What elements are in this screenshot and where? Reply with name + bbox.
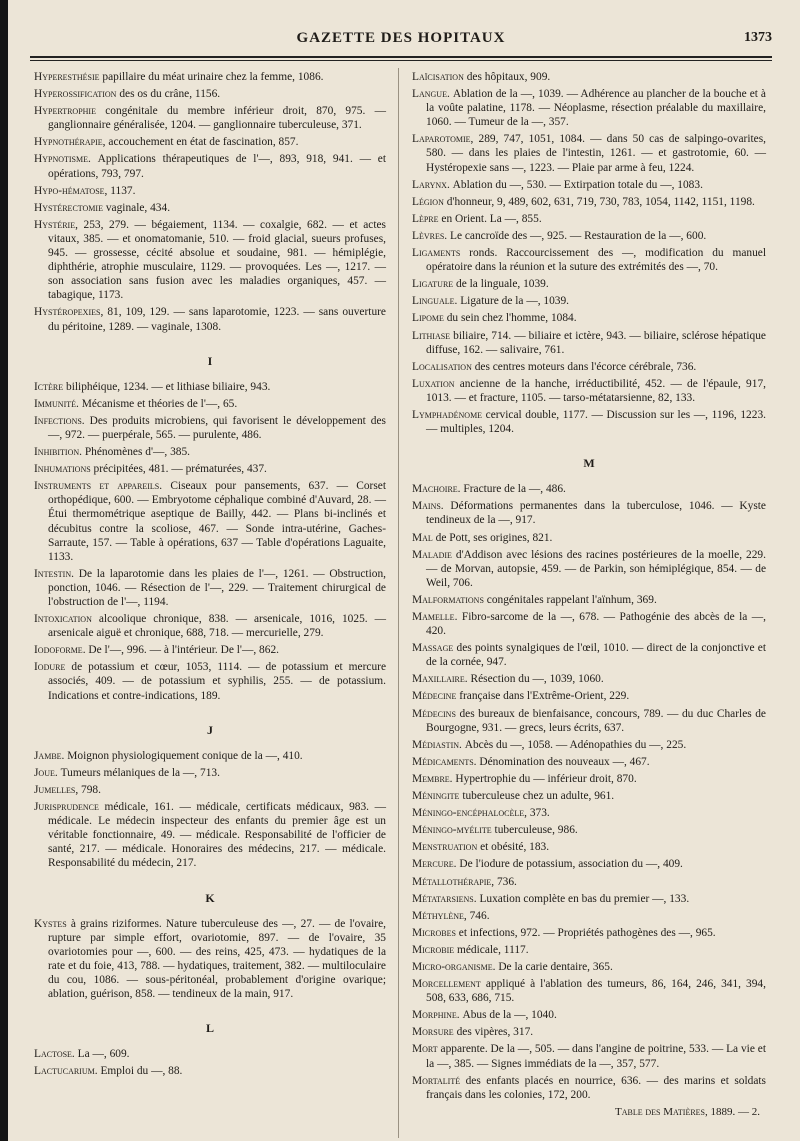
index-entry — [34, 414, 386, 442]
entry-keyword: Microbes — [412, 926, 456, 939]
entry-text: Emploi du —, 88. — [100, 1065, 183, 1078]
entry-text: d'Addison avec lésions des racines postérieures de la moelle, 229. — de Morvan, autopsie, 459. — de Parkin, son hémiplégique, 854. — de Weil, 706. — [426, 548, 766, 589]
entry-keyword: Ligature — [412, 278, 454, 291]
entry-text: Le cancroïde des —, 925. — Restauration de la —, 600. — [450, 229, 707, 242]
index-entry — [34, 184, 386, 198]
entry-keyword: Infections. — [34, 414, 85, 427]
index-entry — [412, 195, 766, 209]
entry-text: congénitale du membre inférieur droit, 870, 975. — ganglionnaire généralisée, 1204. — ganglionnaire tuberculeuse, 371. — [48, 105, 386, 132]
entry-text: 81, 109, 129. — sans laparotomie, 1223. — sans ouverture du péritoine, 1289. — vaginale, 1308. — [48, 306, 386, 333]
index-entry — [412, 294, 766, 308]
index-entry — [34, 462, 386, 476]
index-entry — [412, 672, 766, 686]
entry-keyword: Kystes — [34, 917, 67, 930]
entry-text: des vipères, 317. — [456, 1026, 534, 1039]
entry-text: Ligature de la —, 1039. — [460, 295, 570, 308]
entry-keyword: Iodure — [34, 661, 66, 674]
entry-keyword: Méningite — [412, 790, 460, 803]
entry-text: vaginale, 434. — [105, 201, 171, 214]
entry-text: de potassium et cœur, 1053, 1114. — de potassium et mercure associés, 409. — de potassium et syphilis, 255. — de potassium. Indications et contre-indications, 189. — [48, 661, 386, 702]
page-header — [30, 30, 772, 50]
entry-text: et infections, 972. — Propriétés pathogènes des —, 965. — [458, 926, 716, 939]
entry-text: ronds. Raccourcissement des —, modification du manuel opératoire dans la réunion et la suture des extrémités des —, 70. — [426, 247, 766, 274]
entry-text: de la linguale, 1039. — [456, 278, 549, 291]
header-rule — [30, 56, 772, 58]
index-entry — [34, 70, 386, 84]
index-entry — [412, 789, 766, 803]
index-entry — [34, 749, 386, 763]
entry-text: Applications thérapeutiques de l'—, 893, 918, 941. — et opérations, 793, 797. — [48, 153, 386, 180]
index-entry — [412, 857, 766, 871]
entry-text: Fracture de la —, 486. — [463, 483, 566, 496]
entry-keyword: Ligaments — [412, 247, 461, 260]
index-entry — [412, 311, 766, 325]
entry-text: apparente. De la —, 505. — dans l'angine de poitrine, 533. — La vie et la —, 385. — Signes immédiats de la —, 357, 577. — [426, 1043, 766, 1070]
index-entry — [34, 766, 386, 780]
entry-keyword: Maladie — [412, 548, 452, 561]
index-entry — [34, 87, 386, 101]
column-divider — [398, 68, 399, 1138]
entry-keyword: Immunité. — [34, 397, 79, 410]
entry-text: De l'iodure de potassium, association du —, 409. — [459, 858, 683, 871]
entry-keyword: Lactose. — [34, 1048, 75, 1061]
index-entry — [412, 277, 766, 291]
entry-text: Dénomination des nouveaux —, 467. — [479, 755, 650, 768]
entry-text: médicale, 161. — médicale, certificats médicaux, 983. — médicale. Le médecin inspecteur des enfants du premier âge est un véritable fonctionnaire, 49. — médicale. Responsabilité de l'officier de santé, 217. — médicale. Honoraires des médecins, 217. — médicale. Responsabilité du médecin, 217. — [48, 801, 386, 870]
entry-keyword: Métallothérapie, — [412, 875, 495, 888]
index-entry — [412, 408, 766, 436]
entry-keyword: Mortalité — [412, 1074, 461, 1087]
entry-keyword: Localisation — [412, 360, 472, 373]
entry-keyword: Instruments et appareils. — [34, 480, 163, 493]
index-entry — [412, 1025, 766, 1039]
entry-keyword: Hystérie, — [34, 218, 78, 231]
entry-text: de Pott, ses origines, 821. — [435, 531, 553, 544]
entry-keyword: Machoire. — [412, 483, 461, 496]
entry-keyword: Morcellement — [412, 978, 481, 991]
entry-keyword: Intoxication — [34, 613, 92, 626]
index-entry — [34, 397, 386, 411]
index-entry — [34, 660, 386, 702]
entry-text: 289, 747, 1051, 1084. — dans 50 cas de salpingo-ovarites, 580. — dans les plaies de l'intestin, 1261. — et gastrotomie, 60. — Hystéropexie sans —, 1223. — Plaie par arme à feu, 1224. — [426, 133, 766, 174]
right-column — [412, 70, 766, 1119]
index-entry — [34, 800, 386, 870]
entry-text: cervical double, 1177. — Discussion sur les —, 1196, 1223. — multiples, 1204. — [426, 408, 766, 436]
entry-keyword: Morsure — [412, 1026, 454, 1039]
entry-text: Luxation complète en bas du premier —, 133. — [479, 892, 690, 905]
page-number: 1373 — [744, 30, 772, 45]
header-rule-thin — [30, 60, 772, 61]
entry-text: Résection du —, 1039, 1060. — [470, 673, 604, 686]
index-entry — [412, 892, 766, 906]
entry-text: et obésité, 183. — [480, 841, 550, 854]
section-letter: I — [207, 353, 213, 368]
entry-text: des centres moteurs dans l'écorce cérébrale, 736. — [474, 360, 697, 373]
entry-text: des enfants placés en nourrice, 636. — des marins et soldats français dans les colonies, 172, 200. — [426, 1074, 766, 1101]
entry-keyword: Mort — [412, 1043, 438, 1056]
entry-text: tuberculeuse, 986. — [494, 824, 578, 837]
entry-text: des points synalgiques de l'œil, 1010. — direct de la conjonctive et de la cornée, 947. — [426, 642, 766, 669]
entry-keyword: Hyperesthésie — [34, 71, 100, 83]
entry-keyword: Inhumations — [34, 463, 91, 476]
entry-keyword: Méthylène, — [412, 909, 467, 922]
entry-text: des hôpitaux, 909. — [466, 71, 551, 83]
index-entry — [34, 152, 386, 180]
entry-keyword: Laïcisation — [412, 71, 464, 83]
entry-text: à grains riziformes. Nature tuberculeuse des —, 27. — de l'ovaire, rupture par simple effort, ovariotomie, 897. — de l'ovaire, 35 ovariotomies pour —, 600. — des reins, 425, 473. — hydatiques de la rate et du foie, 413, 788. — hydatiques, traitement, 382. — multiloculaire du cou, 1086. — sous-péritonéal, probablement d'origine ovarique; ablation, guérison, 858. — tendineux de la main, 917. — [48, 917, 386, 1001]
index-entry — [34, 783, 386, 797]
entry-keyword: Morphine. — [412, 1009, 460, 1022]
entry-keyword: Hypnothérapie, — [34, 136, 106, 149]
entry-keyword: Hystérectomie — [34, 201, 103, 214]
entry-keyword: Hypo-hématose, — [34, 184, 108, 197]
entry-text: Ablation de la —, 1039. — Adhérence au plancher de la bouche et à la voûte palatine, 1178. — Néoplasme, résection préalable du maxillaire, 1060. — Tumeur de la —, 357. — [426, 88, 766, 129]
entry-keyword: Inhibition. — [34, 446, 82, 459]
entry-text: Déformations permanentes dans la tuberculose, 1046. — Kyste tendineux de la —, 917. — [426, 500, 766, 527]
index-entry — [412, 943, 766, 957]
index-entry — [34, 479, 386, 564]
section-letter: L — [205, 1021, 214, 1036]
index-entry — [34, 567, 386, 609]
entry-text: Ablation du —, 530. — Extirpation totale du —, 1083. — [452, 178, 703, 191]
entry-keyword: Mamelle. — [412, 611, 458, 623]
index-entry — [412, 593, 766, 607]
entry-keyword: Jumelles, — [34, 783, 79, 796]
index-entry — [412, 1042, 766, 1070]
entry-keyword: Membre. — [412, 772, 453, 785]
journal-title: GAZETTE DES HOPITAUX — [296, 30, 506, 46]
entry-text: 253, 279. — bégaiement, 1134. — coxalgie, 682. — et actes vitaux, 385. — et onomatomanie, 510. — froid glacial, sueurs profuses, 945. — grossesse, cécité absolue et soudaine, 981. — hémiplégie, diphthérie, atrophie musculaire, 1129. — provoquées. Les —, 1217. — son association sans fusion avec les maladies organiques, 457. — tabagique, 1173. — [48, 218, 386, 302]
index-entry — [34, 917, 386, 1002]
entry-keyword: Maxillaire. — [412, 673, 468, 686]
section-letter: J — [207, 722, 213, 737]
entry-text: biliaire, 714. — biliaire et ictère, 943. — biliaire, sclérose hépatique diffuse, 162. — salivaire, 761. — [426, 329, 766, 356]
index-entry — [412, 132, 766, 174]
index-entry — [412, 360, 766, 374]
entry-keyword: Menstruation — [412, 841, 478, 854]
entry-text: appliqué à l'ablation des tumeurs, 86, 164, 246, 341, 394, 508, 633, 686, 715. — [426, 978, 766, 1005]
index-entry — [34, 218, 386, 303]
entry-text: Abcès du —, 1058. — Adénopathies du —, 225. — [464, 738, 687, 751]
index-entry — [412, 329, 766, 357]
entry-keyword: Larynx. — [412, 178, 450, 191]
index-entry — [412, 548, 766, 590]
entry-keyword: Intestin. — [34, 567, 74, 580]
entry-keyword: Luxation — [412, 377, 455, 390]
entry-keyword: Médiastin. — [412, 738, 462, 751]
entry-keyword: Mercure. — [412, 858, 457, 871]
entry-text: française dans l'Extrême-Orient, 229. — [459, 690, 630, 703]
index-entry — [412, 977, 766, 1005]
entry-text: en Orient. La —, 855. — [441, 212, 542, 225]
index-entry — [412, 1074, 766, 1102]
entry-keyword: Laparotomie, — [412, 133, 474, 146]
entry-text: De la carie dentaire, 365. — [498, 960, 613, 973]
index-entry — [412, 377, 766, 405]
index-entry — [34, 135, 386, 149]
entry-keyword: Mal — [412, 531, 433, 544]
index-entry — [412, 87, 766, 129]
entry-text: accouchement en état de fascination, 857. — [108, 136, 299, 149]
index-entry — [412, 755, 766, 769]
entry-keyword: Linguale. — [412, 295, 458, 308]
entry-text: Des produits microbiens, qui favorisent le développement des —, 972. — puerpérale, 565. — purulente, 486. — [48, 414, 386, 441]
entry-text: Fibro-sarcome de la —, 678. — Pathogénie des abcès de la —, 420. — [426, 611, 766, 638]
entry-text: Ciseaux pour pansements, 637. — Corset orthopédique, 600. — Embryotome céphalique combiné d'Auvard, 28. — Étui thermométrique aseptique de Bailly, 442. — Plans bi-inclinés et décubitus contre la scoliose, 467. — Sonde intra-utérine, Gaches-Sarraute, 157. — Table à opérations, 637 — Table d'opérations Laguaite, 1133. — [48, 480, 386, 563]
entry-keyword: Lèpre — [412, 212, 439, 225]
entry-text: De la laparotomie dans les plaies de l'—, 1261. — Obstruction, ponction, 1046. — Résection de l'—, 229. — Traitement chirurgical de l'obstruction de l'—, 1194. — [48, 567, 386, 608]
entry-keyword: Lactucarium. — [34, 1065, 98, 1078]
index-entry — [34, 612, 386, 640]
entry-text: Phénomènes d'—, 385. — [84, 446, 191, 459]
index-entry — [412, 909, 766, 923]
entry-keyword: Hypertrophie — [34, 105, 96, 118]
entry-text: 736. — [496, 875, 517, 888]
entry-keyword: Lithiase — [412, 329, 451, 342]
entry-keyword: Méningo-encéphalocèle, — [412, 807, 527, 820]
entry-keyword: Jurisprudence — [34, 801, 99, 814]
index-entry — [412, 823, 766, 837]
index-entry — [412, 641, 766, 669]
entry-keyword: Médecins — [412, 707, 456, 720]
entry-text: précipitées, 481. — prématurées, 437. — [93, 463, 267, 476]
index-entry — [412, 531, 766, 545]
entry-text: tuberculeuse chez un adulte, 961. — [462, 790, 615, 803]
left-column — [34, 70, 386, 1081]
footer-note: Table des Matières, 1889. — 2. — [615, 1105, 760, 1118]
entry-keyword: Langue. — [412, 88, 450, 101]
entry-keyword: Médecine — [412, 690, 457, 703]
entry-keyword: Ictère — [34, 380, 64, 393]
entry-text: Mécanisme et théories de l'—, 65. — [81, 397, 238, 410]
entry-text: Hypertrophie du — inférieur droit, 870. — [455, 772, 637, 785]
index-entry — [34, 445, 386, 459]
entry-text: médicale, 1117. — [457, 943, 529, 956]
entry-keyword: Métatarsiens. — [412, 892, 477, 905]
index-entry — [412, 875, 766, 889]
entry-text: Abus de la —, 1040. — [462, 1009, 557, 1022]
entry-keyword: Jambe. — [34, 749, 65, 762]
index-entry — [412, 482, 766, 496]
index-entry — [412, 707, 766, 735]
entry-text: biliphéique, 1234. — et lithiase biliaire, 943. — [66, 380, 271, 393]
entry-keyword: Joue. — [34, 766, 58, 779]
index-entry — [34, 1047, 386, 1061]
entry-text: La —, 609. — [77, 1048, 130, 1061]
entry-keyword: Hystéropexies, — [34, 306, 104, 319]
entry-keyword: Lymphadénome — [412, 408, 483, 421]
entry-keyword: Massage — [412, 642, 454, 655]
index-entry — [412, 246, 766, 274]
entry-text: alcoolique chronique, 838. — arsenicale, 1016, 1025. — arsenicale aiguë et chronique, 688, 718. — mercurielle, 279. — [48, 613, 386, 640]
scan-edge — [0, 0, 8, 1141]
entry-keyword: Lèvres. — [412, 229, 448, 242]
section-letter: K — [205, 890, 215, 905]
entry-text: papillaire du méat urinaire chez la femme, 1086. — [102, 71, 324, 83]
entry-keyword: Mains. — [412, 500, 444, 513]
entry-text: 746. — [469, 909, 490, 922]
index-entry — [412, 806, 766, 820]
entry-keyword: Micro-organisme. — [412, 960, 496, 973]
index-entry — [412, 738, 766, 752]
index-entry — [34, 380, 386, 394]
index-entry — [34, 643, 386, 657]
index-entry — [34, 1064, 386, 1078]
entry-keyword: Lipome — [412, 312, 444, 325]
index-entry — [412, 926, 766, 940]
index-entry — [412, 499, 766, 527]
index-entry — [412, 840, 766, 854]
entry-text: Moignon physiologiquement conique de la —, 410. — [67, 749, 303, 762]
entry-keyword: Microbie — [412, 943, 455, 956]
entry-text: 798. — [81, 783, 101, 796]
entry-keyword: Malformations — [412, 593, 484, 606]
entry-keyword: Méningo-myélite — [412, 824, 492, 837]
entry-keyword: Médicaments. — [412, 755, 477, 768]
entry-keyword: Hyperossification — [34, 88, 117, 101]
index-entry — [412, 772, 766, 786]
entry-keyword: Légion — [412, 195, 444, 208]
index-entry — [34, 201, 386, 215]
entry-text: d'honneur, 9, 489, 602, 631, 719, 730, 783, 1054, 1142, 1151, 1198. — [446, 195, 755, 208]
entry-text: des os du crâne, 1156. — [119, 88, 221, 101]
index-entry — [34, 305, 386, 333]
index-entry — [412, 960, 766, 974]
index-entry — [412, 1008, 766, 1022]
entry-text: congénitales rappelant l'aïnhum, 369. — [486, 593, 657, 606]
index-entry — [412, 70, 766, 84]
index-entry — [412, 229, 766, 243]
entry-keyword: Hypnotisme. — [34, 153, 91, 166]
index-entry — [412, 689, 766, 703]
index-entry — [34, 104, 386, 132]
entry-text: des bureaux de bienfaisance, concours, 789. — du duc Charles de Bourgogne, 931. — grecs, leurs écrits, 637. — [426, 707, 766, 734]
entry-text: 373. — [529, 807, 550, 820]
entry-text: du sein chez l'homme, 1084. — [446, 312, 577, 325]
entry-text: ancienne de la hanche, irréductibilité, 452. — de l'épaule, 917, 1013. — et fracture, 1105. — tarso-métatarsienne, 82, 133. — [426, 377, 766, 404]
entry-text: Tumeurs mélaniques de la —, 713. — [60, 766, 220, 779]
entry-keyword: Iodoforme. — [34, 644, 86, 657]
index-entry — [412, 610, 766, 638]
entry-text: 1137. — [110, 184, 136, 197]
entry-text: De l'—, 996. — à l'intérieur. De l'—, 862. — [88, 644, 279, 657]
index-entry — [412, 178, 766, 192]
index-entry — [412, 212, 766, 226]
section-letter: M — [583, 456, 595, 471]
